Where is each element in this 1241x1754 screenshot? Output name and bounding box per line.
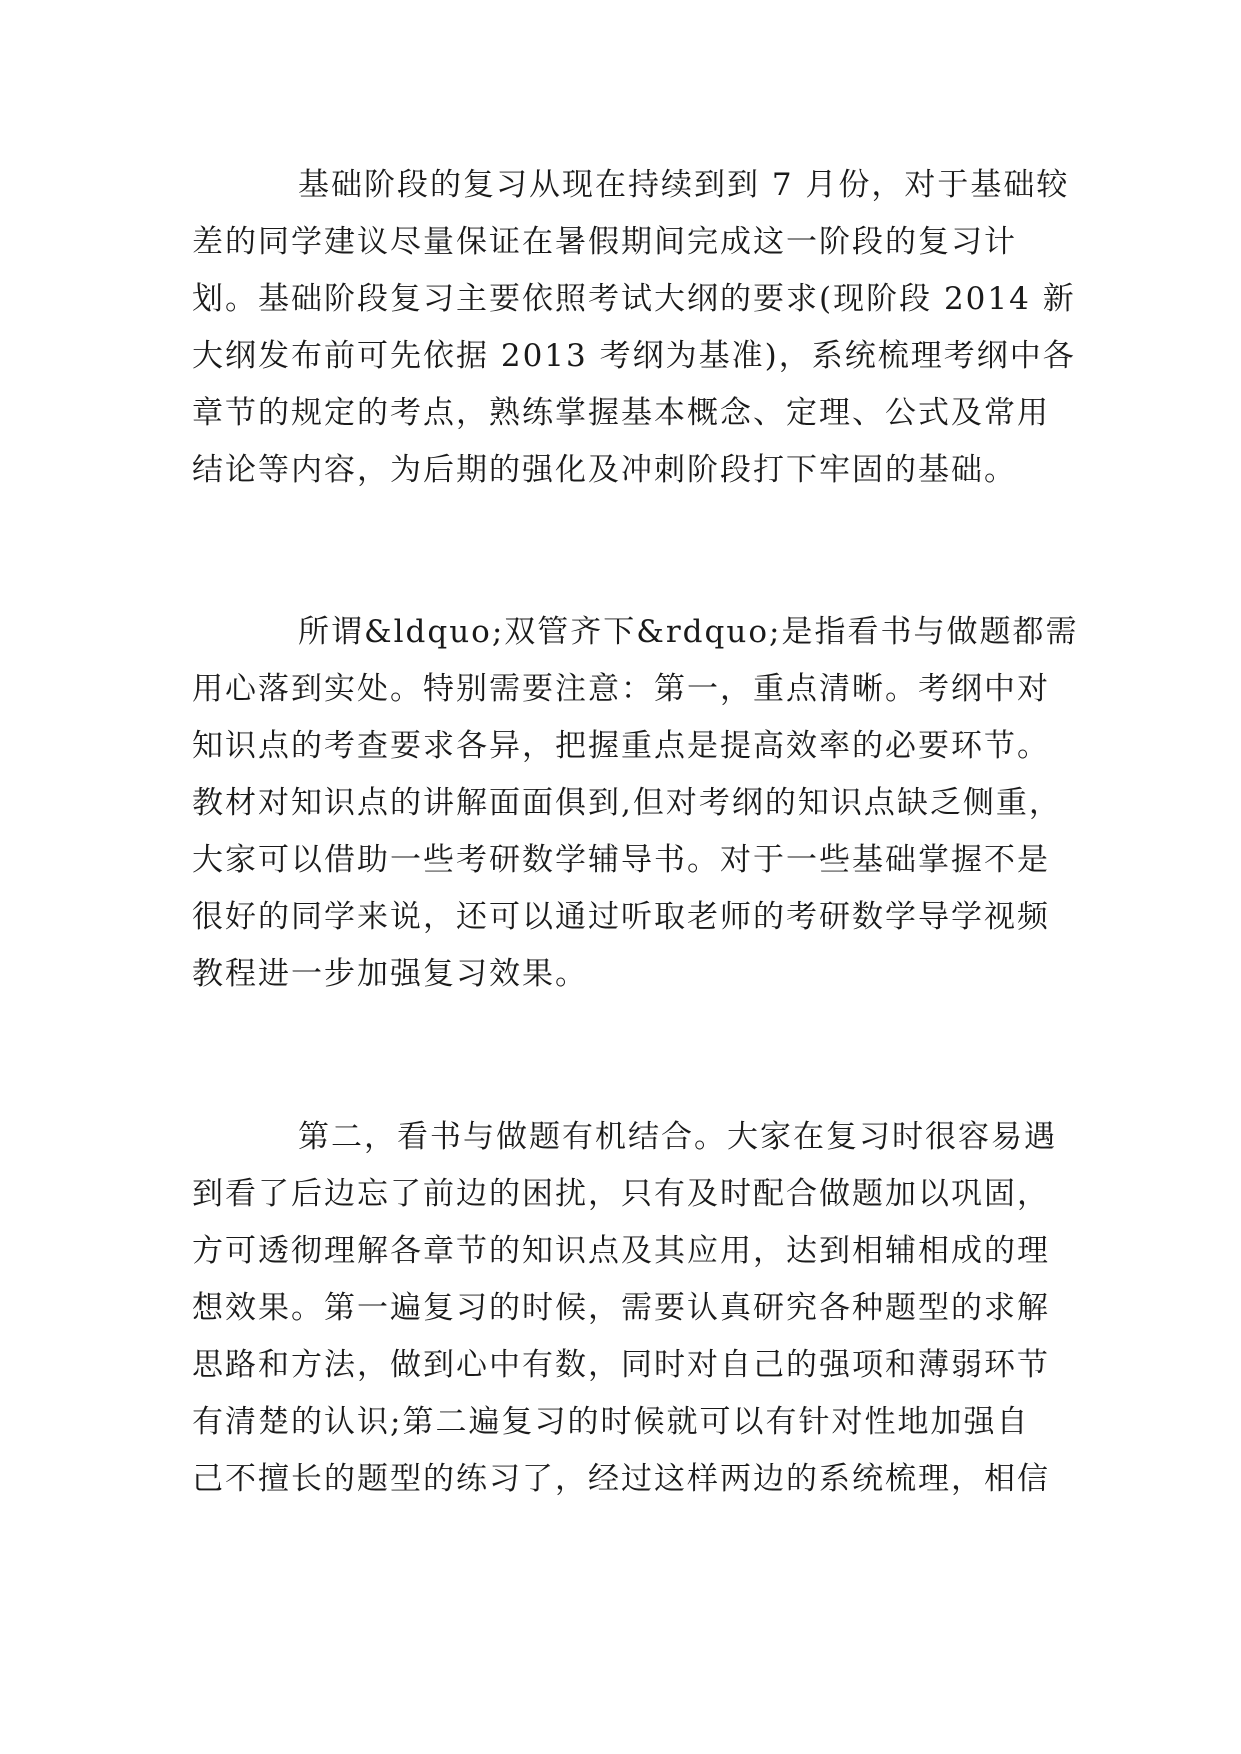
paragraph-3-line-2: 到看了后边忘了前边的困扰，只有及时配合做题加以巩固， bbox=[192, 1176, 1050, 1212]
paragraph-3-line-1: 第二，看书与做题有机结合。大家在复习时很容易遇 bbox=[298, 1119, 1057, 1155]
paragraph-1-line-3: 划。基础阶段复习主要依照考试大纲的要求(现阶段 2014 新 bbox=[192, 281, 1076, 317]
paragraph-1-line-5: 章节的规定的考点，熟练掌握基本概念、定理、公式及常用 bbox=[192, 395, 1050, 431]
paragraph-3-line-5: 思路和方法，做到心中有数，同时对自己的强项和薄弱环节 bbox=[192, 1347, 1050, 1383]
paragraph-2-line-2: 用心落到实处。特别需要注意：第一，重点清晰。考纲中对 bbox=[192, 671, 1050, 707]
paragraph-2-line-1: 所谓&ldquo;双管齐下&rdquo;是指看书与做题都需 bbox=[298, 614, 1079, 650]
paragraph-3-line-7: 己不擅长的题型的练习了，经过这样两边的系统梳理，相信 bbox=[192, 1461, 1050, 1497]
paragraph-2-line-3: 知识点的考查要求各异，把握重点是提高效率的必要环节。 bbox=[192, 728, 1050, 764]
paragraph-3-line-3: 方可透彻理解各章节的知识点及其应用，达到相辅相成的理 bbox=[192, 1233, 1050, 1269]
paragraph-2-line-7: 教程进一步加强复习效果。 bbox=[192, 956, 588, 992]
paragraph-2-line-6: 很好的同学来说，还可以通过听取老师的考研数学导学视频 bbox=[192, 899, 1050, 935]
paragraph-3-line-6: 有清楚的认识;第二遍复习的时候就可以有针对性地加强自 bbox=[192, 1404, 1030, 1440]
paragraph-2-line-5: 大家可以借助一些考研数学辅导书。对于一些基础掌握不是 bbox=[192, 842, 1050, 878]
paragraph-1-line-1: 基础阶段的复习从现在持续到到 7 月份，对于基础较 bbox=[298, 167, 1070, 203]
paragraph-2-line-4: 教材对知识点的讲解面面俱到,但对考纲的知识点缺乏侧重， bbox=[192, 785, 1062, 821]
paragraph-1-line-6: 结论等内容，为后期的强化及冲刺阶段打下牢固的基础。 bbox=[192, 452, 1017, 488]
paragraph-1-line-4: 大纲发布前可先依据 2013 考纲为基准)，系统梳理考纲中各 bbox=[192, 338, 1076, 374]
paragraph-3-line-4: 想效果。第一遍复习的时候，需要认真研究各种题型的求解 bbox=[192, 1290, 1050, 1326]
paragraph-1-line-2: 差的同学建议尽量保证在暑假期间完成这一阶段的复习计 bbox=[192, 224, 1017, 260]
